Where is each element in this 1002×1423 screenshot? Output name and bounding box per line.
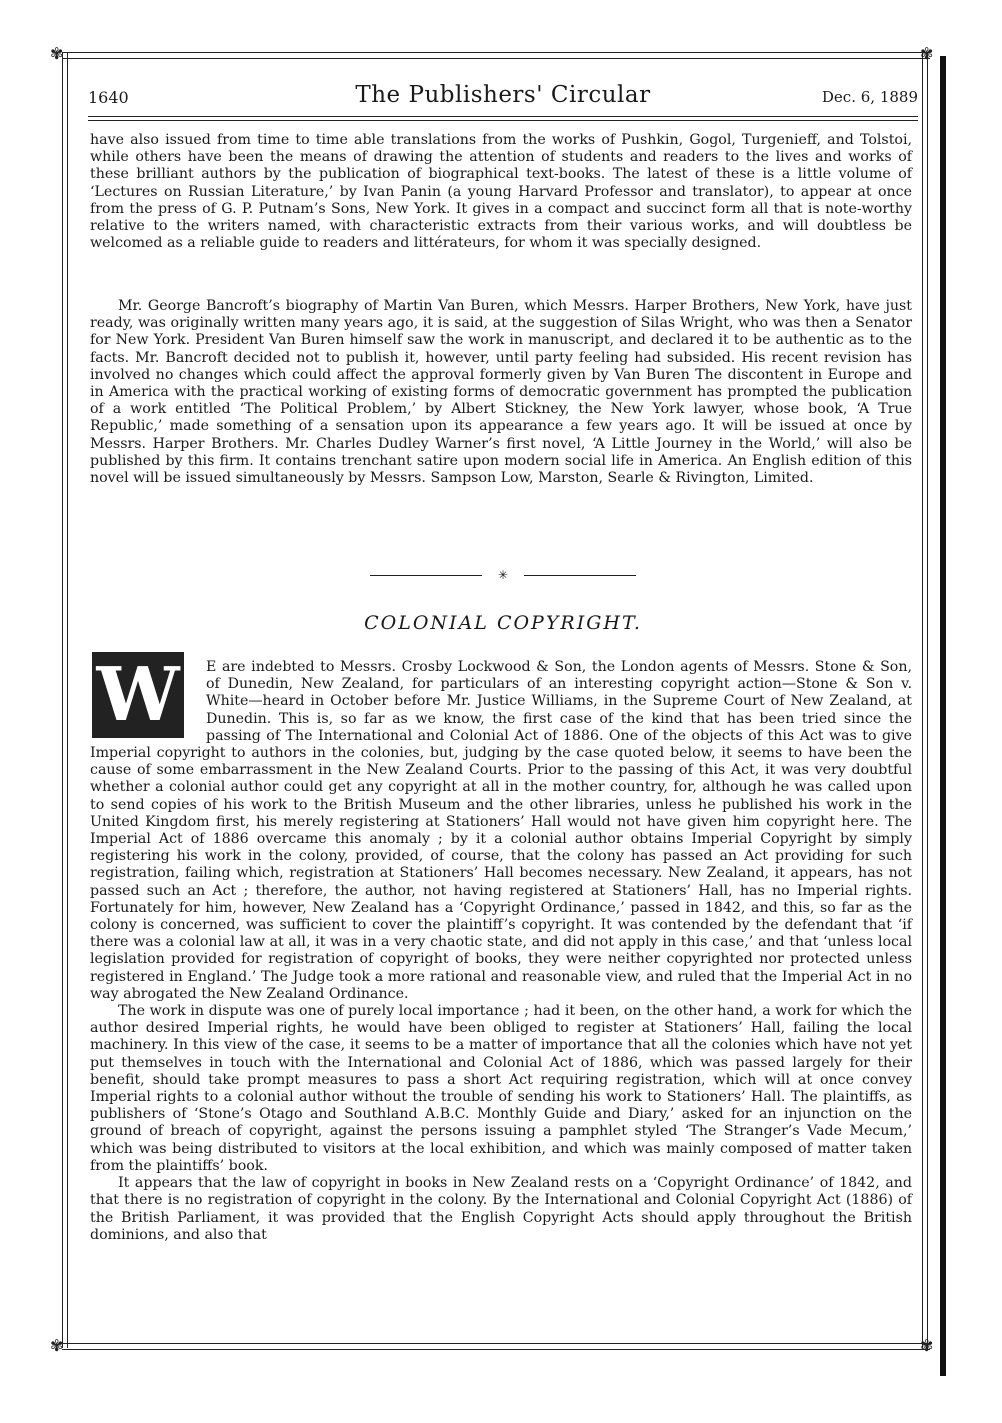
page-border-bottom bbox=[62, 1343, 930, 1350]
page-border-left bbox=[62, 52, 68, 1348]
dropcap-initial: W bbox=[92, 652, 184, 738]
section-separator bbox=[370, 569, 636, 581]
corner-ornament-icon: ✾ bbox=[920, 1336, 934, 1355]
page-border-right bbox=[922, 52, 928, 1348]
corner-ornament-icon: ✾ bbox=[50, 44, 64, 63]
paragraph: Mr. George Bancroft’s biography of Martin Van Buren, which Messrs. Harper Brothers, New York, have just ready, was originally written many years ago, it is said, at the suggestion of Silas Wright, who was then a Senator for New York. President Van Buren himself saw the work in manuscript, and declared it to be authentic as to the facts. Mr. Bancroft decided not to publish it, however, until party feeling had subsided. His recent revision has involved no changes which could affect the approval formerly given by Van Buren The discontent in Europe and in America with the practical working of existing forms of democratic government has prompted the publication of a work entitled ‘The Political Problem,’ by Albert Stickney, the New York lawyer, whose book, ‘A True Republic,’ made something of a sensation upon its appearance a few years ago. It will be issued at once by Messrs. Harper Brothers. Mr. Charles Dudley Warner’s first novel, ‘A Little Journey in the World,’ will also be published by this firm. It contains trenchant satire upon modern social life in America. An English edition of this novel will be issued simultaneously by Messrs. Sampson Low, Marston, Searle & Rivington, Limited. bbox=[90, 298, 912, 487]
colonial-copyright-article bbox=[90, 659, 912, 1244]
paragraph: It appears that the law of copyright in books in New Zealand rests on a ‘Copyright Ordinance’ of 1842, and that there is no registration of copyright in the colony. By the International and Colonial Copyright Act (1886) of the British Parliament, it was provided that the English Copyright Acts should apply throughout the British dominions, and also that bbox=[90, 1175, 912, 1243]
page-border-top bbox=[62, 52, 930, 59]
asterisk-ornament-icon: ✳ bbox=[497, 568, 509, 582]
page-number: 1640 bbox=[88, 88, 129, 107]
paragraph: The work in dispute was one of purely local importance ; had it been, on the other hand, a work for which the author desired Imperial rights, he would have been obliged to register at Stationers’ Hall, failing the local machinery. In this view of the case, it seems to be a matter of importance that all the colonies which have not yet put themselves in touch with the International and Colonial Act of 1886, which was passed largely for their benefit, should take prompt measures to pass a short Act requiring registration, which will at once convey Imperial rights to a colonial author without the trouble of sending his work to Stationers’ Hall. The plaintiffs, as publishers of ‘Stone’s Otago and Southland A.B.C. Monthly Guide and Diary,’ asked for an injunction on the ground of breach of copyright, against the persons issuing a pamphlet styled ‘The Stranger’s Vade Mecum,’ which was being distributed to visitors at the local exhibition, and which was mainly composed of matter taken from the plaintiffs’ book. bbox=[90, 1003, 912, 1174]
paragraph: have also issued from time to time able translations from the works of Pushkin, Gogol, Turgenieff, and Tolstoi, while others have been the means of drawing the attention of students and readers to the lives and works of these brilliant authors by the publication of biographical text-books. The latest of these is a little volume of ‘Lectures on Russian Literature,’ by Ivan Panin (a young Harvard Professor and translator), to appear at once from the press of G. P. Putnam’s Sons, New York. It gives in a compact and succinct form all that is note-worthy relative to the writers named, with characteristic extracts from their various works, and will doubtless be welcomed as a reliable guide to readers and littérateurs, for whom it was specially designed. bbox=[90, 132, 912, 252]
corner-ornament-icon: ✾ bbox=[920, 44, 934, 63]
journal-title: The Publishers' Circular bbox=[355, 82, 651, 108]
header-rule bbox=[88, 116, 918, 121]
binding-edge bbox=[940, 56, 946, 1376]
section-title: COLONIAL COPYRIGHT. bbox=[364, 612, 642, 634]
article-continuation bbox=[90, 132, 912, 252]
page-header bbox=[88, 82, 918, 112]
issue-date: Dec. 6, 1889 bbox=[821, 88, 918, 106]
paragraph: E are indebted to Messrs. Crosby Lockwood & Son, the London agents of Messrs. Stone & Son, of Dunedin, New Zealand, for particulars of an interesting copyright action—Stone & Son v. White—heard in October before Mr. Justice Williams, in the Supreme Court of New Zealand, at Dunedin. This is, so far as we know, the first case of the kind that has been tried since the passing of The International and Colonial Act of 1886. One of the objects of this Act was to give Imperial copyright to authors in the colonies, but, judging by the case quoted below, it seems to have been the cause of some embarrassment in the New Zealand Courts. Prior to the passing of this Act, it was very doubtful whether a colonial author could get any copyright at all in the mother country, for, although he was called upon to send copies of his work to the British Museum and the other libraries, unless he published his work in the United Kingdom first, his merely registering at Stationers’ Hall would not have given him copyright here. The Imperial Act of 1886 overcame this anomaly ; by it a colonial author obtains Imperial Copyright by simply registering his work in the colony, provided, of course, that the colony has passed an Act providing for such registration, failing which, registration at Stationers’ Hall becomes necessary. New Zealand, it appears, has not passed such an Act ; therefore, the author, not having registered at Stationers’ Hall, has no Imperial rights. Fortunately for him, however, New Zealand has a ‘Copyright Ordinance,’ passed in 1842, and this, so far as the colony is concerned, was sufficient to cover the plaintiff’s copyright. It was contended by the defendant that ‘if there was a colonial law at all, it was in a very chaotic state, and did not apply in this case,’ and that ‘unless local legislation provided for registration of copyright of books, they were neither copyrighted nor protected unless registered in England.’ The Judge took a more rational and reasonable view, and ruled that the Imperial Act in no way abrogated the New Zealand Ordinance. bbox=[90, 659, 912, 1002]
corner-ornament-icon: ✾ bbox=[50, 1336, 64, 1355]
article-bancroft bbox=[90, 298, 912, 487]
